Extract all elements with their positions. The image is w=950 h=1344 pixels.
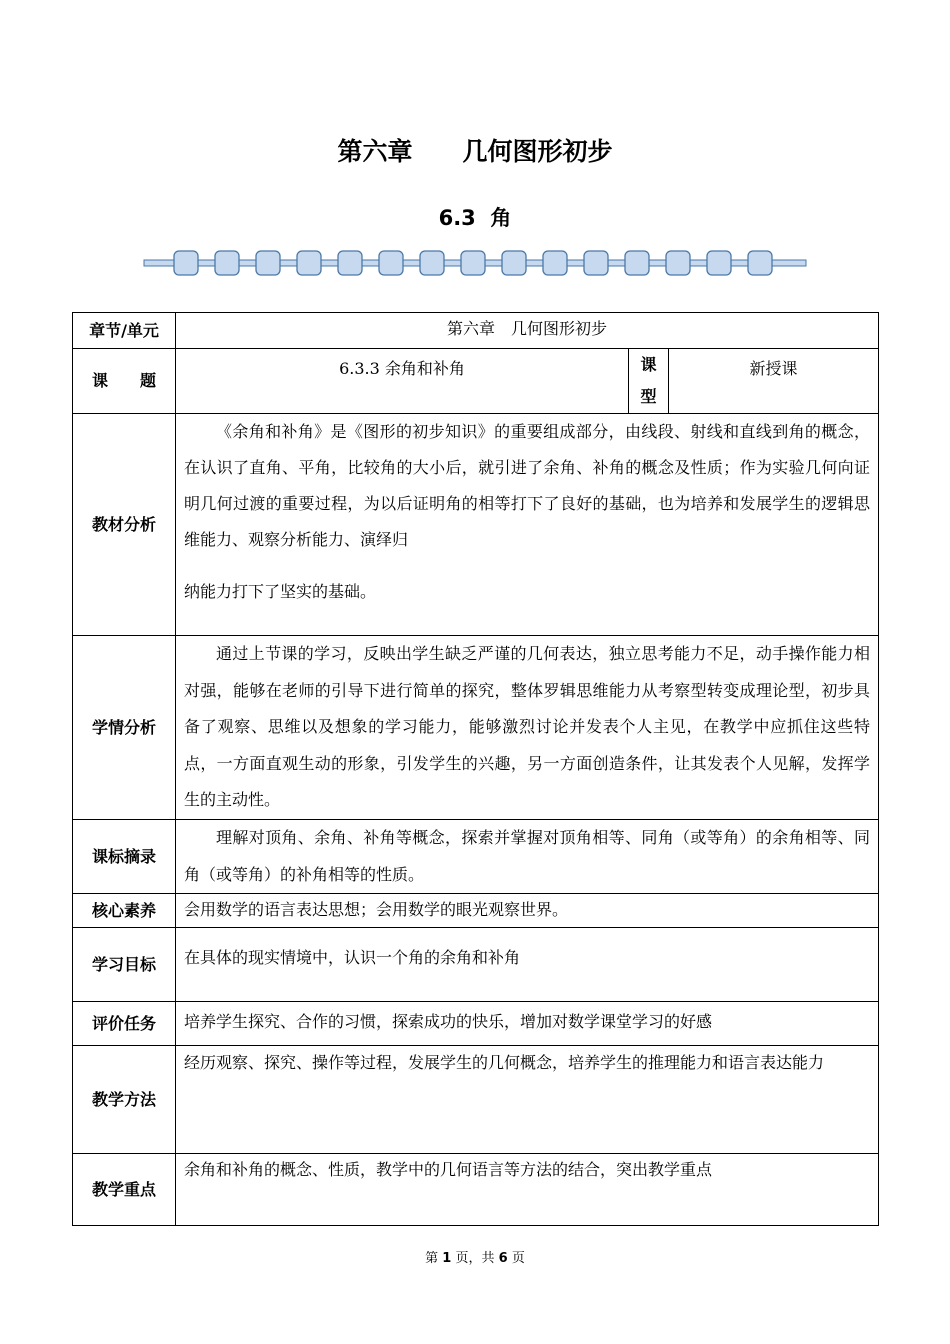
chain-bead [338,251,362,275]
row-topic [73,349,879,414]
topic-value: 6.3.3 余角和补角 [176,349,629,414]
lesson-plan-table [72,312,879,1226]
footer-page-number: 1 [442,1251,452,1266]
learning-goal-label: 学习目标 [73,928,176,1002]
footer-suffix: 页 [511,1251,525,1266]
chain-bead [502,251,526,275]
evaluation-task-label: 评价任务 [73,1002,176,1046]
learning-goal-text: 在具体的现实情境中，认识一个角的余角和补角 [176,928,879,1002]
student-analysis-cell [176,636,879,820]
evaluation-task-text: 培养学生探究、合作的习惯，探索成功的快乐，增加对数学课堂学习的好感 [176,1002,879,1046]
chain-bead [461,251,485,275]
student-analysis-label: 学情分析 [73,636,176,820]
teaching-focus-text: 余角和补角的概念、性质，教学中的几何语言等方法的结合，突出教学重点 [176,1154,879,1226]
footer-middle: 页，共 [455,1251,495,1266]
core-literacy-label: 核心素养 [73,894,176,928]
row-student-analysis [73,636,879,820]
teaching-method-text: 经历观察、探究、操作等过程，发展学生的几何概念，培养学生的推理能力和语言表达能力 [176,1046,879,1154]
chapter-unit-value: 第六章 几何图形初步 [176,313,879,349]
chain-bead [707,251,731,275]
chain-bead [666,251,690,275]
chain-bead [256,251,280,275]
curriculum-excerpt-text: 理解对顶角、余角、补角等概念，探索并掌握对顶角相等、同角（或等角）的余角相等、同角（或等角）的补角相等的性质。 [184,828,871,884]
chain-bead [584,251,608,275]
page-footer [0,1247,950,1266]
chain-bead [297,251,321,275]
chapter-unit-label: 章节/单元 [73,313,176,349]
textbook-analysis-text-end: 纳能力打下了坚实的基础。 [184,582,377,601]
curriculum-excerpt-cell [176,820,879,894]
row-textbook-analysis [73,414,879,636]
chain-bead [543,251,567,275]
core-literacy-text: 会用数学的语言表达思想；会用数学的眼光观察世界。 [176,894,879,928]
section-title: 6.3 角 [438,206,512,230]
curriculum-excerpt-label: 课标摘录 [73,820,176,894]
textbook-analysis-text: 《余角和补角》是《图形的初步知识》的重要组成部分，由线段、射线和直线到角的概念，在认识了直角、平角，比较角的大小后，就引进了余角、补角的概念及性质；作为实验几何向证明几何过渡的重要过程，为以后证明角的相等打下了良好的基础，也为培养和发展学生的逻辑思维能力、观察分析能力、演绎归 [184,422,871,549]
row-teaching-method [73,1046,879,1154]
row-curriculum-excerpt [73,820,879,894]
teaching-focus-label: 教学重点 [73,1154,176,1226]
chain-bead [748,251,772,275]
row-teaching-focus [73,1154,879,1226]
row-core-literacy [73,894,879,928]
textbook-analysis-label: 教材分析 [73,414,176,636]
chain-bead [174,251,198,275]
footer-total-pages: 6 [498,1251,508,1266]
topic-label: 课 题 [73,349,176,414]
chapter-title: 第六章 几何图形初步 [337,137,613,166]
chain-bead [420,251,444,275]
teaching-method-label: 教学方法 [73,1046,176,1154]
chain-bead [215,251,239,275]
student-analysis-text: 通过上节课的学习，反映出学生缺乏严谨的几何表达，独立思考能力不足，动手操作能力相对强，能够在老师的引导下进行简单的探究，整体罗辑思维能力从考察型转变成理论型，初步具备了观察、思维以及想象的学习能力，能够激烈讨论并发表个人主见，在教学中应抓住这些特点，一方面直观生动的形象，引发学生的兴趣，另一方面创造条件，让其发表个人见解，发挥学生的主动性。 [184,644,871,809]
textbook-analysis-cell [176,414,879,636]
chain-divider [143,248,807,278]
chain-bead [625,251,649,275]
lesson-type-label: 课型 [629,349,669,414]
lesson-type-value: 新授课 [669,349,879,414]
row-learning-goal [73,928,879,1002]
footer-prefix: 第 [425,1251,439,1266]
row-evaluation-task [73,1002,879,1046]
chain-bead [379,251,403,275]
row-chapter-unit [73,313,879,349]
